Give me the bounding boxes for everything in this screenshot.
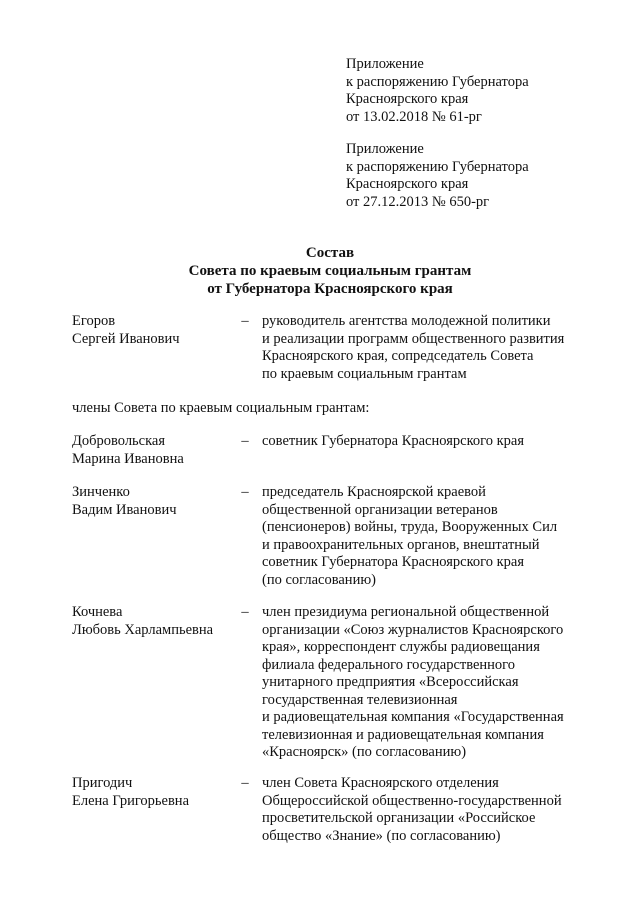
surname: Кочнева (72, 604, 123, 620)
dash-separator: – (241, 484, 249, 500)
appendix-line: к распоряжению Губернатора (346, 158, 529, 175)
member-description (262, 313, 592, 383)
dash-separator: – (241, 433, 249, 449)
desc-line: (по согласованию) (262, 571, 376, 588)
desc-line: общество «Знание» (по согласованию) (262, 827, 501, 844)
title-line: от Губернатора Красноярского края (207, 281, 453, 297)
desc-line: (пенсионеров) войны, труда, Вооруженных Сил (262, 519, 558, 535)
document-title (0, 244, 640, 298)
given-names: Елена Григорьевна (72, 792, 190, 809)
member-description (262, 433, 592, 451)
given-names: Марина Ивановна (72, 450, 184, 467)
member-description (262, 775, 592, 845)
appendix-block-1 (346, 56, 626, 126)
desc-line: и правоохранительных органов, внештатный (262, 536, 540, 553)
appendix-line: от 13.02.2018 № 61-рг (346, 108, 482, 125)
dash-separator: – (241, 604, 249, 620)
dash-separator: – (241, 313, 249, 329)
desc-line: организации «Союз журналистов Красноярского (262, 621, 564, 638)
appendix-line: Приложение (346, 141, 424, 157)
surname: Пригодич (72, 775, 133, 791)
surname: Добровольская (72, 433, 166, 449)
desc-line: и реализации программ общественного развития (262, 330, 565, 347)
member-name (72, 775, 232, 810)
desc-line: Общероссийской общественно-государственной (262, 792, 562, 809)
member-name (72, 433, 232, 468)
member-name (72, 313, 232, 348)
appendix-line: к распоряжению Губернатора (346, 73, 529, 90)
title-line: Совета по краевым социальным грантам (188, 263, 472, 279)
surname: Зинченко (72, 484, 130, 500)
given-names: Вадим Иванович (72, 501, 177, 518)
member-description (262, 604, 592, 762)
desc-line: и радиовещательная компания «Государственная (262, 709, 564, 725)
desc-line: телевизионная и радиовещательная компания (262, 726, 544, 743)
appendix-line: Красноярского края (346, 91, 469, 107)
desc-line: «Красноярск» (по согласованию) (262, 744, 467, 760)
dash-separator: – (241, 775, 249, 791)
desc-line: руководитель агентства молодежной политики (262, 313, 551, 329)
member-name (72, 484, 232, 519)
desc-line: член президиума региональной общественной (262, 604, 550, 620)
desc-line: края», корреспондент службы радиовещания (262, 639, 540, 655)
member-name (72, 604, 232, 639)
member-description (262, 484, 592, 589)
appendix-line: Красноярского края (346, 176, 469, 192)
given-names: Любовь Харлампьевна (72, 621, 214, 638)
appendix-block-2 (346, 141, 626, 211)
appendix-line: Приложение (346, 56, 424, 72)
desc-line: Красноярского края, сопредседатель Совета (262, 348, 534, 364)
desc-line: филиала федерального государственного (262, 656, 516, 673)
appendix-line: от 27.12.2013 № 650-рг (346, 193, 490, 210)
desc-line: просветительской организации «Российское (262, 810, 536, 826)
desc-line: по краевым социальным грантам (262, 365, 467, 382)
given-names: Сергей Иванович (72, 330, 180, 347)
desc-line: общественной организации ветеранов (262, 501, 498, 518)
members-label: члены Совета по краевым социальным грантам: (72, 400, 370, 416)
desc-line: член Совета Красноярского отделения (262, 775, 499, 791)
desc-line: председатель Красноярской краевой (262, 484, 486, 500)
desc-line: унитарного предприятия «Всероссийская (262, 674, 519, 690)
desc-line: советник Губернатора Красноярского края (262, 554, 524, 570)
title-line: Состав (305, 245, 355, 261)
desc-line: советник Губернатора Красноярского края (262, 433, 524, 449)
desc-line: государственная телевизионная (262, 691, 458, 708)
surname: Егоров (72, 313, 116, 329)
